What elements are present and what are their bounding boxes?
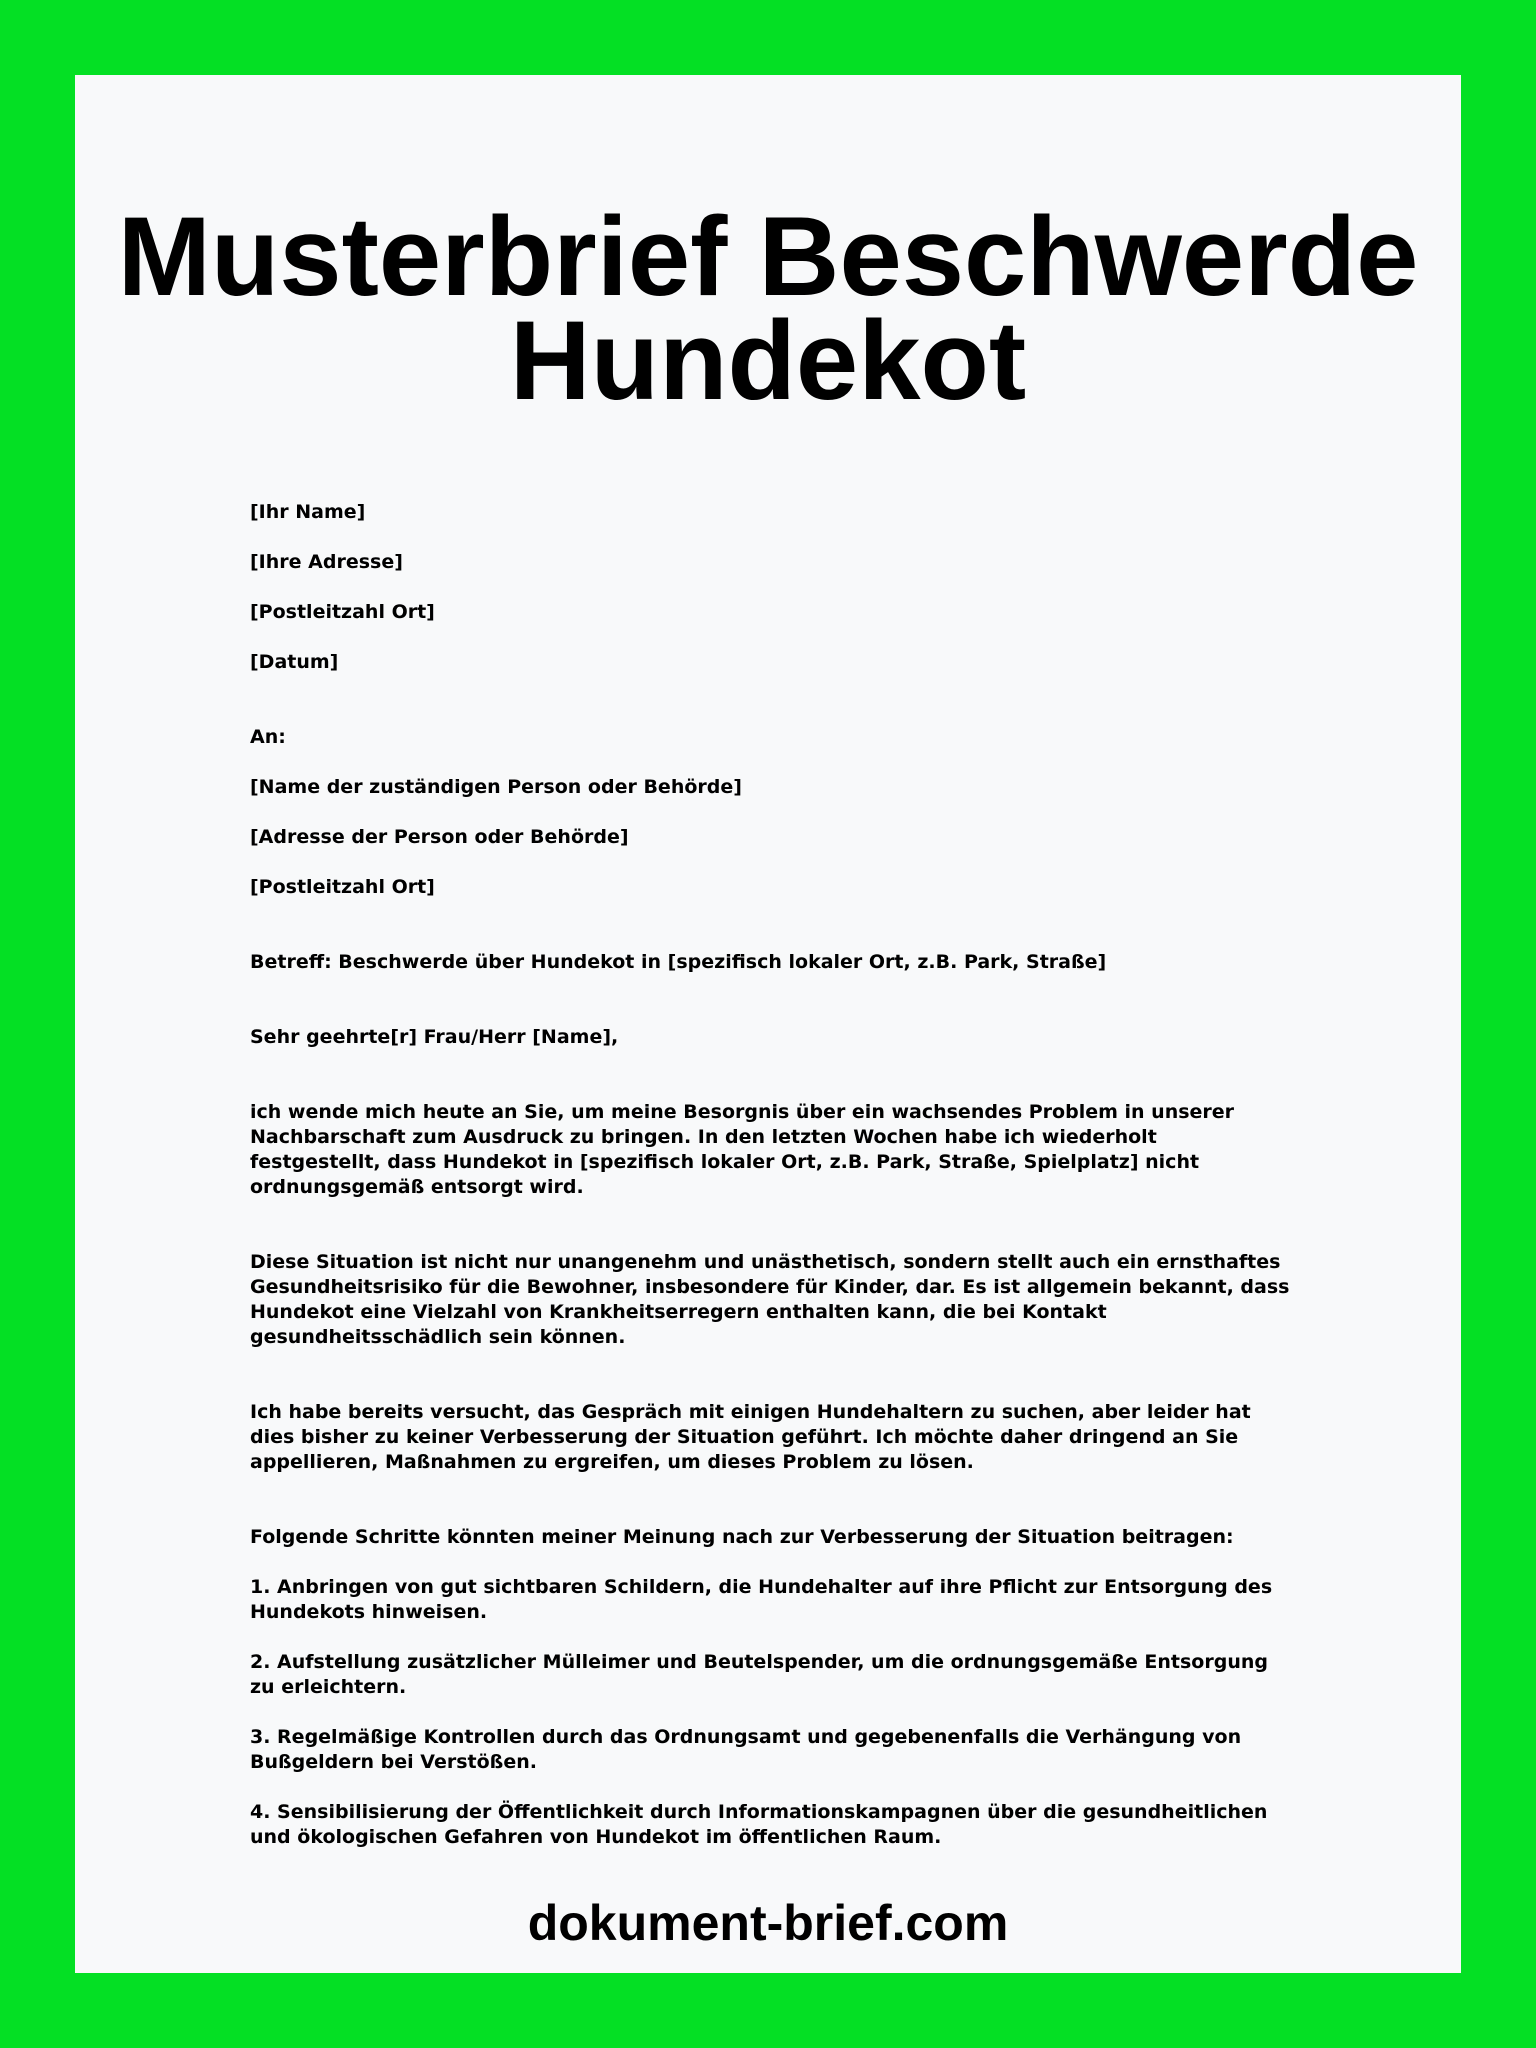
page-title: Musterbrief Beschwerde Hundekot (117, 194, 1419, 423)
letter-date: [Datum] (250, 651, 339, 673)
body-paragraph: ich wende mich heute an Sie, um meine Besorgnis über ein wachsendes Problem in unserer Nachbarschaft zum Ausdruck zu bringen. In den letzten Wochen habe ich wiederholt festgestellt, dass Hundekot in [spezifisch lokaler Ort, z.B. Park, Straße, Spielplatz] nicht ordnungsgemäß entsorgt wird. (250, 1101, 1235, 1198)
step-item: 3. Regelmäßige Kontrollen durch das Ordnungsamt und gegebenenfalls die Verhängung von Bußgeldern bei Verstößen. (250, 1726, 1242, 1773)
recipient-postal-city: [Postleitzahl Ort] (250, 876, 435, 898)
subject-line: Betreff: Beschwerde über Hundekot in [spezifisch lokaler Ort, z.B. Park, Straße] (250, 951, 1107, 973)
letter-body (250, 500, 1360, 1850)
step-item: 2. Aufstellung zusätzlicher Mülleimer und Beutelspender, um die ordnungsgemäße Entsorgung zu erleichtern. (250, 1651, 1268, 1698)
recipient-address: [Adresse der Person oder Behörde] (250, 826, 629, 848)
salutation: Sehr geehrte[r] Frau/Herr [Name], (250, 1026, 619, 1048)
recipient-name: [Name der zuständigen Person oder Behörde] (250, 776, 742, 798)
step-item: 1. Anbringen von gut sichtbaren Schildern, die Hundehalter auf ihre Pflicht zur Entsorgung des Hundekots hinweisen. (250, 1576, 1273, 1623)
sender-postal-city: [Postleitzahl Ort] (250, 601, 435, 623)
body-paragraph: Diese Situation ist nicht nur unangenehm und unästhetisch, sondern stellt auch ein ernsthaftes Gesundheitsrisiko für die Bewohner, insbesondere für Kinder, dar. Es ist allgemein bekannt, dass Hundekot eine Vielzahl von Krankheitserregern enthalten kann, die bei Kontakt gesundheitsschädlich sein können. (250, 1251, 1290, 1348)
footer-website: dokument-brief.com (527, 1895, 1009, 1951)
recipient-label: An: (250, 726, 286, 748)
sender-address: [Ihre Adresse] (250, 551, 403, 573)
step-item: 4. Sensibilisierung der Öffentlichkeit durch Informationskampagnen über die gesundheitlichen und ökologischen Gefahren von Hundekot im öffentlichen Raum. (250, 1801, 1268, 1848)
body-paragraph: Ich habe bereits versucht, das Gespräch mit einigen Hundehaltern zu suchen, aber leider hat dies bisher zu keiner Verbesserung der Situation geführt. Ich möchte daher dringend an Sie appellieren, Maßnahmen zu ergreifen, um dieses Problem zu lösen. (250, 1401, 1251, 1473)
steps-intro: Folgende Schritte könnten meiner Meinung nach zur Verbesserung der Situation beitragen: (250, 1526, 1234, 1548)
sender-name: [Ihr Name] (250, 501, 366, 523)
letter-page (75, 75, 1461, 1973)
